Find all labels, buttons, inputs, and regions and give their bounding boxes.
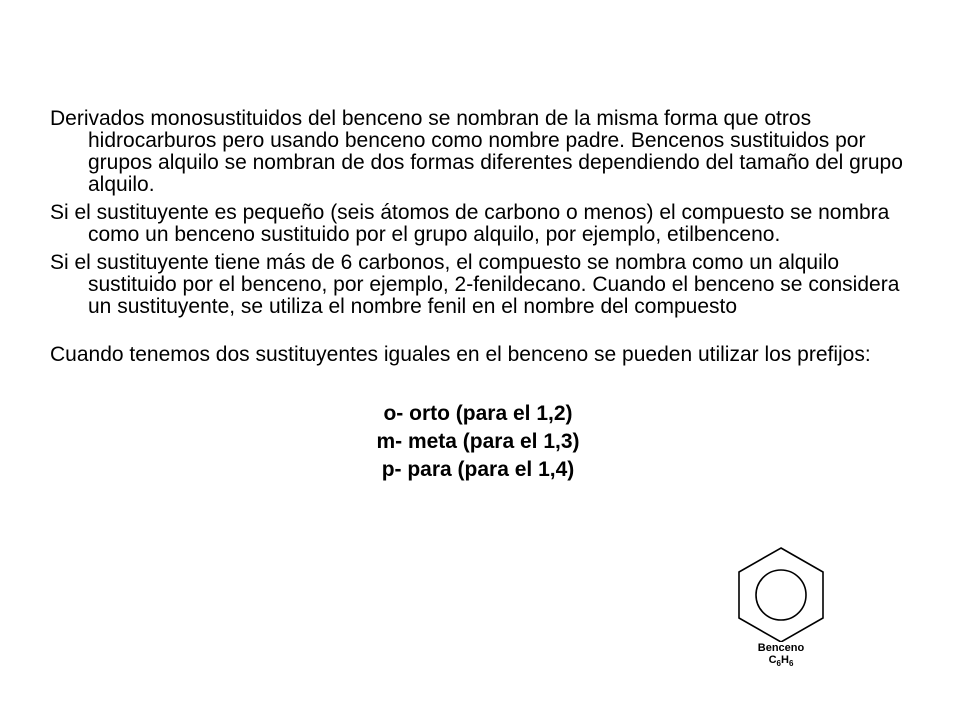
formula-carbon: C	[768, 654, 777, 666]
prefix-para: p- para (para el 1,4)	[381, 458, 575, 481]
benzene-figure	[726, 542, 836, 692]
paragraph-dos-sustituyentes: Cuando tenemos dos sustituyentes iguales en el benceno se pueden utilizar los prefijos:	[50, 343, 871, 366]
paragraph-sustituyente-grande: Si el sustituyente tiene más de 6 carbonos, el compuesto se nombra como un alquilo sustituido por el benceno, por ejemplo, 2-fenildecano. Cuando el benceno se considera un sustituyente, se utiliza el nombre fenil en el nombre del compuesto	[50, 251, 900, 318]
formula-hydrogen: H	[781, 654, 789, 666]
figure-caption-name: Benceno	[757, 642, 805, 654]
slide-body	[50, 108, 910, 484]
benzene-ring-icon	[726, 542, 836, 642]
formula-carbon-count: 6	[776, 659, 781, 669]
benzene-hexagon	[739, 548, 823, 642]
prefix-meta: m- meta (para el 1,3)	[376, 430, 580, 453]
paragraph-monosustituidos: Derivados monosustituidos del benceno se nombran de la misma forma que otros hidrocarburos pero usando benceno como nombre padre. Bencenos sustituidos por grupos alquilo se nombran de dos formas diferentes dependiendo del tamaño del grupo alquilo.	[50, 107, 903, 196]
benzene-aromatic-circle	[756, 570, 806, 620]
paragraph-sustituyente-pequeno: Si el sustituyente es pequeño (seis átomos de carbono o menos) el compuesto se nombra como un benceno sustituido por el grupo alquilo, por ejemplo, etilbenceno.	[50, 201, 890, 246]
figure-caption-formula	[726, 654, 836, 670]
prefix-orto: o- orto (para el 1,2)	[383, 402, 573, 425]
prefix-list	[50, 400, 910, 484]
formula-hydrogen-count: 6	[788, 659, 794, 669]
